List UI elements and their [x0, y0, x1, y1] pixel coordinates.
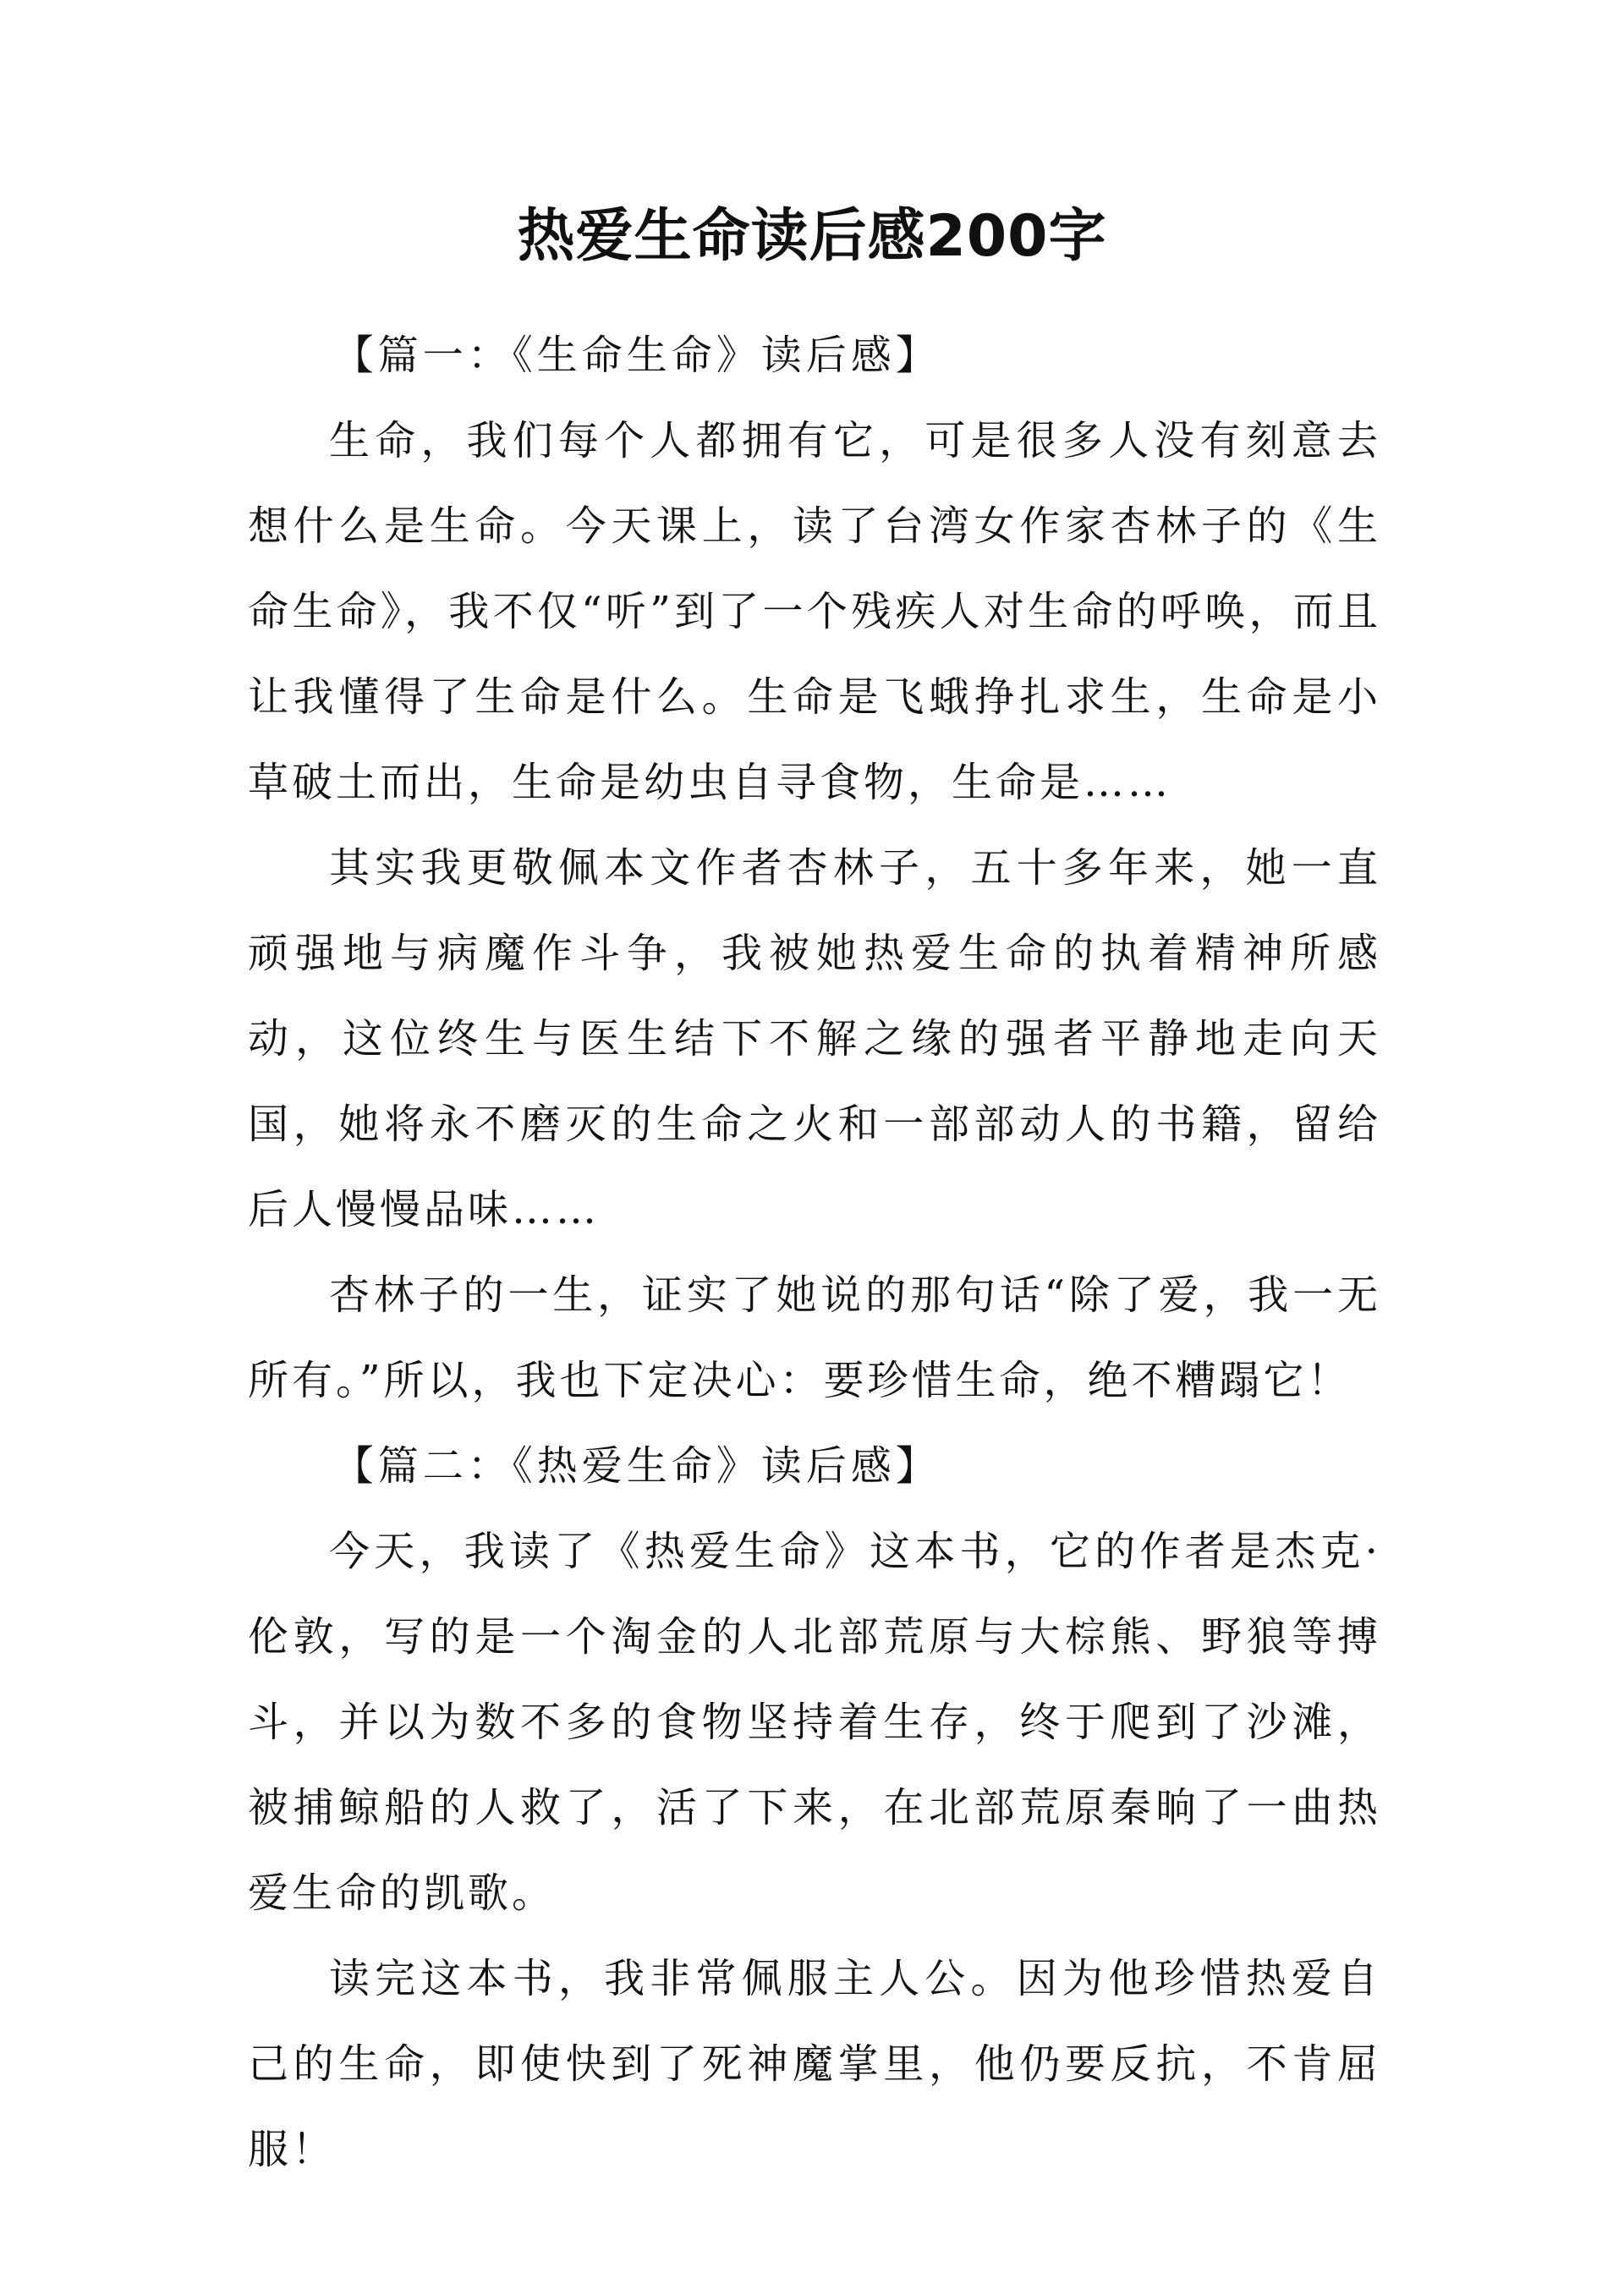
paragraph: 杏林子的一生，证实了她说的那句话“除了爱，我一无所有。”所以，我也下定决心：要珍惜生命，绝不糟蹋它！ — [248, 1271, 1381, 1404]
document-body — [248, 313, 1381, 2193]
paragraph: 生命，我们每个人都拥有它，可是很多人没有刻意去想什么是生命。今天课上，读了台湾女作家杏林子的《生命生命》，我不仅“听”到了一个残疾人对生命的呼唤，而且让我懂得了生命是什么。生命是飞蛾挣扎求生，生命是小草破土而出，生命是幼虫自寻食物，生命是…… — [248, 417, 1381, 806]
paragraph: 今天，我读了《热爱生命》这本书，它的作者是杰克·伦敦，写的是一个淘金的人北部荒原与大棕熊、野狼等搏斗，并以为数不多的食物坚持着生存，终于爬到了沙滩，被捕鲸船的人救了，活了下来，在北部荒原秦晌了一曲热爱生命的凯歌。 — [248, 1528, 1381, 1917]
paragraph: 读完这本书，我非常佩服主人公。因为他珍惜热爱自己的生命，即使快到了死神魔掌里，他仍要反抗，不肯屈服！ — [248, 1955, 1381, 2173]
page-title: 热爱生命读后感200字 — [517, 203, 1107, 270]
section-heading-1: 【篇一：《生命生命》读后感】 — [332, 332, 941, 379]
paragraph: 其实我更敬佩本文作者杏林子，五十多年来，她一直顽强地与病魔作斗争，我被她热爱生命的执着精神所感动，这位终生与医生结下不解之缘的强者平静地走向天国，她将永不磨灭的生命之火和一部部动人的书籍，留给后人慢慢品味…… — [248, 844, 1381, 1233]
section-heading-2: 【篇二：《热爱生命》读后感】 — [332, 1442, 941, 1490]
